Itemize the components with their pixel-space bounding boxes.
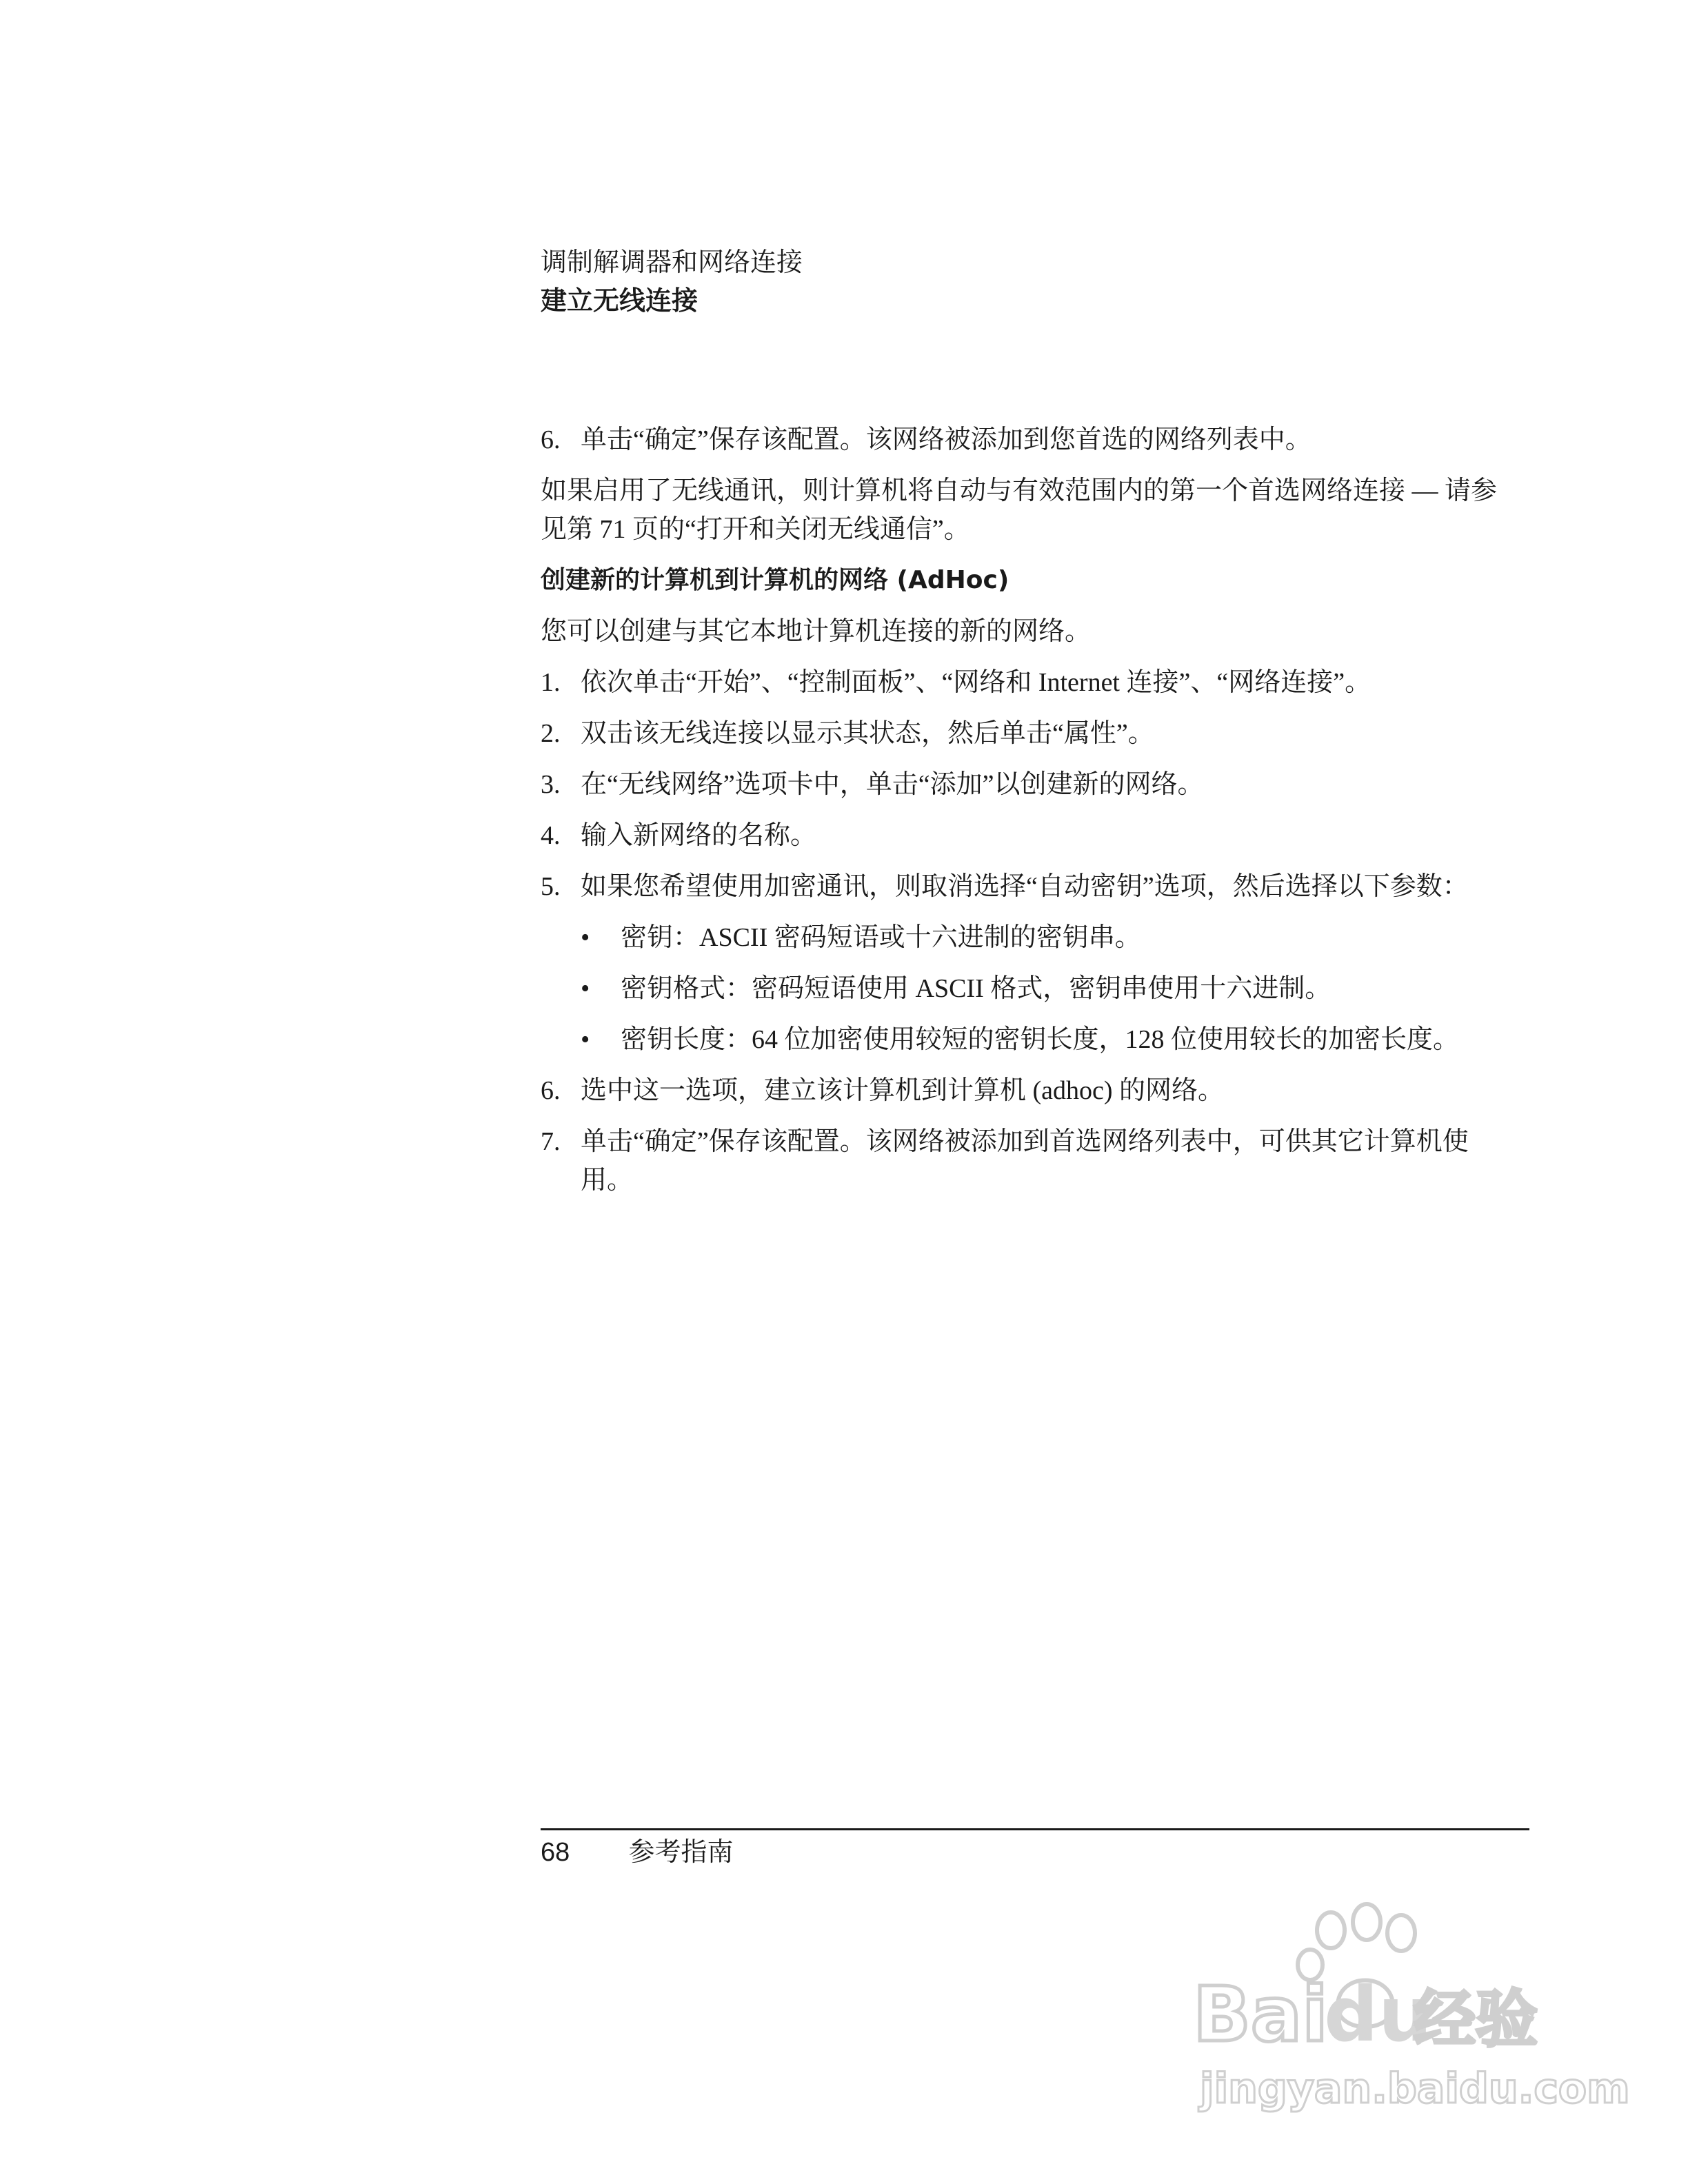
- step-number: 5.: [541, 872, 561, 901]
- step-text: 输入新网络的名称。: [581, 821, 817, 850]
- page-footer: [541, 1832, 734, 1872]
- list-item: [541, 714, 1520, 753]
- step-number: 3.: [541, 770, 561, 799]
- list-item: [541, 663, 1520, 702]
- step-text: 如果您希望使用加密通讯，则取消选择“自动密钥”选项，然后选择以下参数：: [581, 872, 1469, 901]
- section-title: 建立无线连接: [541, 285, 699, 316]
- intro-step: [541, 421, 1520, 459]
- watermark-brand-du: du: [1324, 1970, 1433, 2059]
- list-item: [541, 1071, 1520, 1110]
- list-item: [541, 816, 1520, 855]
- step-number: 2.: [541, 719, 561, 748]
- step-number: 4.: [541, 821, 561, 850]
- note-paragraph: 如果启用了无线通讯，则计算机将自动与有效范围内的第一个首选网络连接 — 请参见第 71 页的“打开和关闭无线通信”。: [541, 476, 1498, 544]
- subheading: 创建新的计算机到计算机的网络 (AdHoc): [541, 566, 1009, 594]
- bullet-icon: •: [581, 923, 590, 952]
- list-item: [541, 765, 1520, 804]
- bullet-text: 密钥格式：密码短语使用 ASCII 格式，密钥串使用十六进制。: [621, 974, 1332, 1003]
- steps-list: [541, 663, 1520, 906]
- bullet-item: [581, 918, 1520, 957]
- footer-divider: [541, 1828, 1529, 1830]
- step-text: 单击“确定”保存该配置。该网络被添加到首选网络列表中，可供其它计算机使用。: [581, 1127, 1469, 1195]
- step-number: 7.: [541, 1127, 561, 1156]
- bullet-icon: •: [581, 1025, 590, 1054]
- list-item: [541, 1122, 1520, 1200]
- step-number: 1.: [541, 668, 561, 697]
- step-number: 6.: [541, 1076, 561, 1105]
- watermark-url: jingyan.baidu.com: [1200, 2065, 1630, 2113]
- bullet-text: 密钥：ASCII 密码短语或十六进制的密钥串。: [621, 923, 1141, 952]
- steps-list-continued: [541, 1071, 1520, 1200]
- bullet-item: [581, 1020, 1520, 1059]
- guide-title: 参考指南: [628, 1837, 734, 1867]
- baidu-watermark: [1186, 1903, 1630, 2123]
- bullet-item: [581, 969, 1520, 1008]
- step-text: 单击“确定”保存该配置。该网络被添加到您首选的网络列表中。: [581, 425, 1312, 454]
- watermark-suffix: 经验: [1414, 1983, 1538, 2056]
- main-content: [541, 421, 1520, 1212]
- step-text: 双击该无线连接以显示其状态，然后单击“属性”。: [581, 719, 1154, 748]
- paw-icon: [1186, 1903, 1630, 2123]
- step-text: 选中这一选项，建立该计算机到计算机 (adhoc) 的网络。: [581, 1076, 1225, 1105]
- step-text: 在“无线网络”选项卡中，单击“添加”以创建新的网络。: [581, 770, 1204, 799]
- page-number: 68: [541, 1838, 570, 1867]
- lead-paragraph: 您可以创建与其它本地计算机连接的新的网络。: [541, 617, 1092, 646]
- bullet-text: 密钥长度：64 位加密使用较短的密钥长度，128 位使用较长的加密长度。: [621, 1025, 1460, 1054]
- watermark-brand: Bai: [1193, 1970, 1328, 2059]
- chapter-title: 调制解调器和网络连接: [541, 247, 803, 277]
- list-item: [541, 867, 1520, 906]
- bullet-icon: •: [581, 974, 590, 1003]
- step-text: 依次单击“开始”、“控制面板”、“网络和 Internet 连接”、“网络连接”。: [581, 668, 1372, 697]
- page-header: [541, 243, 1520, 320]
- step-number: 6.: [541, 425, 561, 454]
- bullet-list: [581, 918, 1520, 1059]
